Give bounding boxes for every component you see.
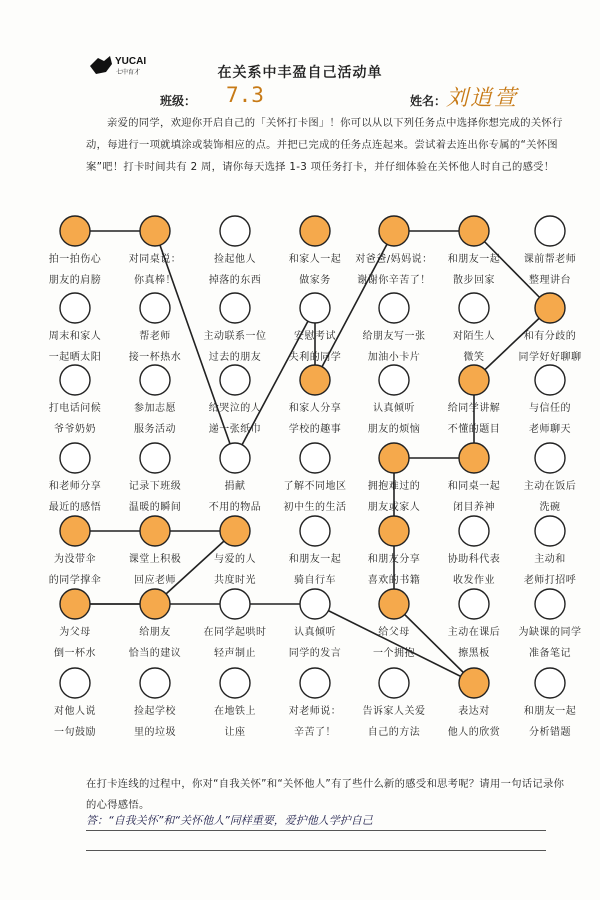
task-dot-6-6[interactable]: [535, 668, 565, 698]
task-label-line: 主动在课后: [447, 627, 501, 638]
task-dot-0-0[interactable]: [60, 216, 90, 246]
task-label-line: 爷爷奶奶: [54, 424, 96, 435]
task-label-line: 为缺课的同学: [518, 627, 582, 638]
task-label-line: 和朋友一起: [523, 706, 577, 717]
task-label-line: 谢谢你辛苦了！: [357, 275, 431, 286]
name-value[interactable]: 刘逍萱: [446, 86, 519, 111]
task-label-line: 准备笔记: [529, 648, 571, 659]
task-label: [113, 249, 197, 291]
task-label: [508, 326, 592, 368]
task-label-line: 不懂的题目: [447, 424, 501, 435]
task-label-line: 里的垃圾: [134, 727, 176, 738]
task-label: [432, 701, 516, 743]
task-label: [508, 249, 592, 291]
task-label-line: 认真倾听: [373, 403, 415, 414]
task-label: [432, 549, 516, 591]
task-label: [273, 398, 357, 440]
task-label-line: 最近的感悟: [48, 502, 102, 513]
task-label-line: 轻声制止: [214, 648, 256, 659]
logo-brand-text: YUCAI: [115, 56, 147, 67]
task-label: [352, 398, 436, 440]
task-label-line: 和朋友一起: [288, 554, 342, 565]
task-label-line: 主动联系一位: [203, 331, 267, 342]
task-label: [113, 622, 197, 664]
task-dot-0-1[interactable]: [140, 216, 170, 246]
task-label: [508, 622, 592, 664]
task-label-line: 服务活动: [134, 424, 176, 435]
name-label: 姓名：: [410, 94, 447, 108]
task-label-line: 捡起他人: [214, 254, 256, 265]
task-label-line: 共度时光: [214, 575, 256, 586]
task-label: [432, 326, 516, 368]
task-label: [432, 622, 516, 664]
page-title: 在关系中丰盈自己活动单: [217, 65, 383, 81]
task-dot-6-0[interactable]: [60, 668, 90, 698]
task-dot-2-5[interactable]: [459, 365, 489, 395]
task-label-line: 他人的欣赏: [447, 727, 501, 738]
task-label-line: 给同学讲解: [447, 403, 501, 414]
task-label: [273, 326, 357, 368]
task-label-line: 分析错题: [529, 727, 571, 738]
task-label-line: 递一张纸巾: [208, 424, 262, 435]
task-label-line: 学校的趣事: [288, 424, 342, 435]
task-label-line: 温暖的瞬间: [128, 502, 182, 513]
task-label-line: 朋友或家人: [367, 502, 421, 513]
task-label: [273, 549, 357, 591]
task-dot-6-4[interactable]: [379, 668, 409, 698]
task-label-line: 的同学撑伞: [48, 575, 102, 586]
task-label: [193, 398, 277, 440]
task-dot-0-4[interactable]: [379, 216, 409, 246]
task-label: [273, 249, 357, 291]
task-label-line: 接一杯热水: [128, 352, 182, 363]
task-dot-2-6[interactable]: [535, 365, 565, 395]
task-label-line: 协助科代表: [447, 554, 501, 565]
task-label: [352, 326, 436, 368]
task-label: [352, 701, 436, 743]
task-dot-3-0[interactable]: [60, 443, 90, 473]
task-label: [33, 549, 117, 591]
task-label-line: 散步回家: [453, 275, 495, 286]
task-label-line: 和有分歧的: [523, 331, 577, 342]
task-dot-6-2[interactable]: [220, 668, 250, 698]
task-label-line: 为父母: [59, 627, 91, 638]
task-label-line: 老师聊天: [529, 424, 571, 435]
task-label-line: 帮老师: [139, 331, 171, 342]
task-label: [352, 549, 436, 591]
task-label-line: 骑自行车: [294, 575, 336, 586]
task-dot-4-1[interactable]: [140, 516, 170, 546]
reflection-answer[interactable]: 答：“自我关怀”和“关怀他人”同样重要，爱护他人学护自己: [86, 812, 546, 831]
task-label-line: 一句鼓励: [54, 727, 96, 738]
task-label-line: 和家人一起: [288, 254, 342, 265]
task-dot-2-4[interactable]: [379, 365, 409, 395]
task-label: [113, 326, 197, 368]
task-label: [113, 398, 197, 440]
task-label-line: 同学的发言: [288, 648, 342, 659]
task-dot-3-4[interactable]: [379, 443, 409, 473]
task-dot-5-5[interactable]: [459, 589, 489, 619]
task-label-line: 对爸爸/妈妈说：: [355, 254, 433, 265]
task-label: [193, 326, 277, 368]
class-label: 班级：: [160, 94, 197, 108]
task-dot-0-6[interactable]: [535, 216, 565, 246]
task-label: [193, 476, 277, 518]
task-label-line: 和同桌一起: [447, 481, 501, 492]
task-label-line: 闭目养神: [453, 502, 495, 513]
task-dot-3-2[interactable]: [220, 443, 250, 473]
task-dot-1-2[interactable]: [220, 293, 250, 323]
task-dot-4-0[interactable]: [60, 516, 90, 546]
task-dot-5-0[interactable]: [60, 589, 90, 619]
task-dot-3-5[interactable]: [459, 443, 489, 473]
task-label-line: 朋友的肩膀: [48, 275, 102, 286]
task-label-line: 做家务: [299, 275, 331, 286]
task-dot-5-3[interactable]: [300, 589, 330, 619]
task-label-line: 课前帮老师: [523, 254, 577, 265]
task-label-line: 和家人分享: [288, 403, 342, 414]
task-label: [508, 476, 592, 518]
task-label: [273, 622, 357, 664]
task-label-line: 捐献: [224, 481, 246, 492]
task-dot-3-3[interactable]: [300, 443, 330, 473]
task-dot-3-6[interactable]: [535, 443, 565, 473]
task-label: [33, 701, 117, 743]
task-dot-2-1[interactable]: [140, 365, 170, 395]
task-label-line: 一个拥抱: [373, 648, 415, 659]
task-label-line: 主动和: [534, 554, 566, 565]
task-dot-0-5[interactable]: [459, 216, 489, 246]
task-label-line: 给朋友: [139, 627, 171, 638]
task-dot-6-5[interactable]: [459, 668, 489, 698]
intro-paragraph: 亲爱的同学，欢迎你开启自己的「关怀打卡图」！你可以从以下列任务点中选择你想完成的关怀行动，每进行一项就填涂或装饰相应的点。并把已完成的任务点连起来。尝试着去连出你专属的“关怀图案”吧！打卡时间共有 2 周，请你每天选择 1-3 项任务打卡，并仔细体验在关怀他人时自己的感受！: [86, 117, 563, 173]
task-label: [432, 398, 516, 440]
task-label-line: 和朋友一起: [447, 254, 501, 265]
task-label-line: 不用的物品: [208, 502, 262, 513]
task-label: [33, 398, 117, 440]
task-label: [113, 549, 197, 591]
task-label: [113, 701, 197, 743]
task-dot-4-5[interactable]: [459, 516, 489, 546]
task-label-line: 记录下班级: [128, 481, 182, 492]
task-label: [273, 701, 357, 743]
reflection-question: 在打卡连线的过程中，你对“自我关怀”和“关怀他人”有了些什么新的感受和思考呢？请用一句话记录你的心得感悟。: [86, 778, 565, 811]
task-dot-2-0[interactable]: [60, 365, 90, 395]
task-label: [352, 476, 436, 518]
task-dot-0-2[interactable]: [220, 216, 250, 246]
task-label-line: 安慰考试: [294, 331, 336, 342]
task-label-line: 一起晒太阳: [48, 352, 102, 363]
task-dot-1-6[interactable]: [535, 293, 565, 323]
task-label: [193, 701, 277, 743]
task-dot-4-4[interactable]: [379, 516, 409, 546]
task-dot-1-5[interactable]: [459, 293, 489, 323]
task-label-line: 洗碗: [539, 502, 561, 513]
task-label-line: 拍一拍伤心: [48, 254, 102, 265]
task-dot-1-0[interactable]: [60, 293, 90, 323]
task-dot-1-4[interactable]: [379, 293, 409, 323]
task-label: [508, 398, 592, 440]
task-dot-4-6[interactable]: [535, 516, 565, 546]
task-label: [352, 249, 436, 291]
task-label-line: 给朋友写一张: [362, 331, 426, 342]
task-label-line: 喜欢的书籍: [367, 575, 421, 586]
task-dot-5-4[interactable]: [379, 589, 409, 619]
task-label: [273, 476, 357, 518]
task-label-line: 与爱的人: [214, 554, 256, 565]
task-label-line: 打电话问候: [48, 403, 102, 414]
task-dot-2-2[interactable]: [220, 365, 250, 395]
task-dot-6-1[interactable]: [140, 668, 170, 698]
task-label-line: 你真棒！: [134, 275, 176, 286]
task-label: [33, 249, 117, 291]
task-dot-0-3[interactable]: [300, 216, 330, 246]
task-label-line: 加油小卡片: [367, 352, 421, 363]
task-label: [33, 326, 117, 368]
task-label-line: 给父母: [378, 627, 410, 638]
logo-sub-text: 七中育才: [116, 69, 141, 76]
task-label-line: 掉落的东西: [208, 275, 262, 286]
task-label: [33, 476, 117, 518]
task-dot-5-2[interactable]: [220, 589, 250, 619]
task-label-line: 对老师说：: [288, 706, 342, 717]
task-label-line: 过去的朋友: [208, 352, 262, 363]
task-label-line: 倒一杯水: [54, 648, 96, 659]
task-label-line: 在同学起哄时: [203, 627, 267, 638]
task-label: [432, 476, 516, 518]
task-label-line: 表达对: [458, 706, 490, 717]
task-label-line: 与信任的: [529, 403, 571, 414]
answer-line: [86, 850, 546, 851]
task-dot-5-1[interactable]: [140, 589, 170, 619]
task-label-line: 对他人说: [54, 706, 96, 717]
task-label-line: 整理讲台: [529, 275, 571, 286]
task-label: [432, 249, 516, 291]
task-label-line: 和朋友分享: [367, 554, 421, 565]
task-label: [193, 622, 277, 664]
task-label-line: 为没带伞: [54, 554, 96, 565]
task-label-line: 认真倾听: [294, 627, 336, 638]
task-dot-2-3[interactable]: [300, 365, 330, 395]
task-label-line: 参加志愿: [134, 403, 176, 414]
task-dot-3-1[interactable]: [140, 443, 170, 473]
task-dot-1-1[interactable]: [140, 293, 170, 323]
task-label-line: 回应老师: [134, 575, 176, 586]
task-label-line: 收发作业: [453, 575, 495, 586]
task-label-line: 了解不同地区: [283, 481, 347, 492]
task-label-line: 拥抱难过的: [367, 481, 421, 492]
task-dot-1-3[interactable]: [300, 293, 330, 323]
task-label: [508, 701, 592, 743]
task-label-line: 微笑: [463, 352, 485, 363]
task-label-line: 老师打招呼: [523, 575, 577, 586]
task-label-line: 失利的同学: [288, 352, 342, 363]
task-label-line: 周末和家人: [48, 331, 102, 342]
task-label-line: 告诉家人关爱: [362, 706, 426, 717]
task-label-line: 恰当的建议: [128, 648, 182, 659]
task-label: [352, 622, 436, 664]
task-label-line: 捡起学校: [134, 706, 176, 717]
task-label-line: 让座: [224, 727, 246, 738]
task-label: [33, 622, 117, 664]
task-label-line: 自己的方法: [367, 727, 421, 738]
task-label-line: 和老师分享: [48, 481, 102, 492]
task-label-line: 对同桌说：: [128, 254, 182, 265]
task-label: [193, 549, 277, 591]
task-label-line: 擦黑板: [458, 648, 490, 659]
task-label-line: 朋友的烦恼: [367, 424, 421, 435]
task-dot-6-3[interactable]: [300, 668, 330, 698]
task-label: [193, 249, 277, 291]
task-label: [508, 549, 592, 591]
task-label-line: 在地铁上: [214, 706, 256, 717]
task-label-line: 给哭泣的人: [208, 403, 262, 414]
task-label-line: 辛苦了！: [294, 727, 336, 738]
class-value[interactable]: 7.3: [226, 83, 264, 107]
task-dot-5-6[interactable]: [535, 589, 565, 619]
task-label: [113, 476, 197, 518]
task-label-line: 初中生的生活: [283, 502, 347, 513]
task-dot-4-2[interactable]: [220, 516, 250, 546]
task-label-line: 同学好好聊聊: [518, 352, 582, 363]
task-label-line: 对陌生人: [453, 331, 495, 342]
task-label-line: 主动在饭后: [523, 481, 577, 492]
task-dot-4-3[interactable]: [300, 516, 330, 546]
task-label-line: 课堂上积极: [128, 554, 182, 565]
